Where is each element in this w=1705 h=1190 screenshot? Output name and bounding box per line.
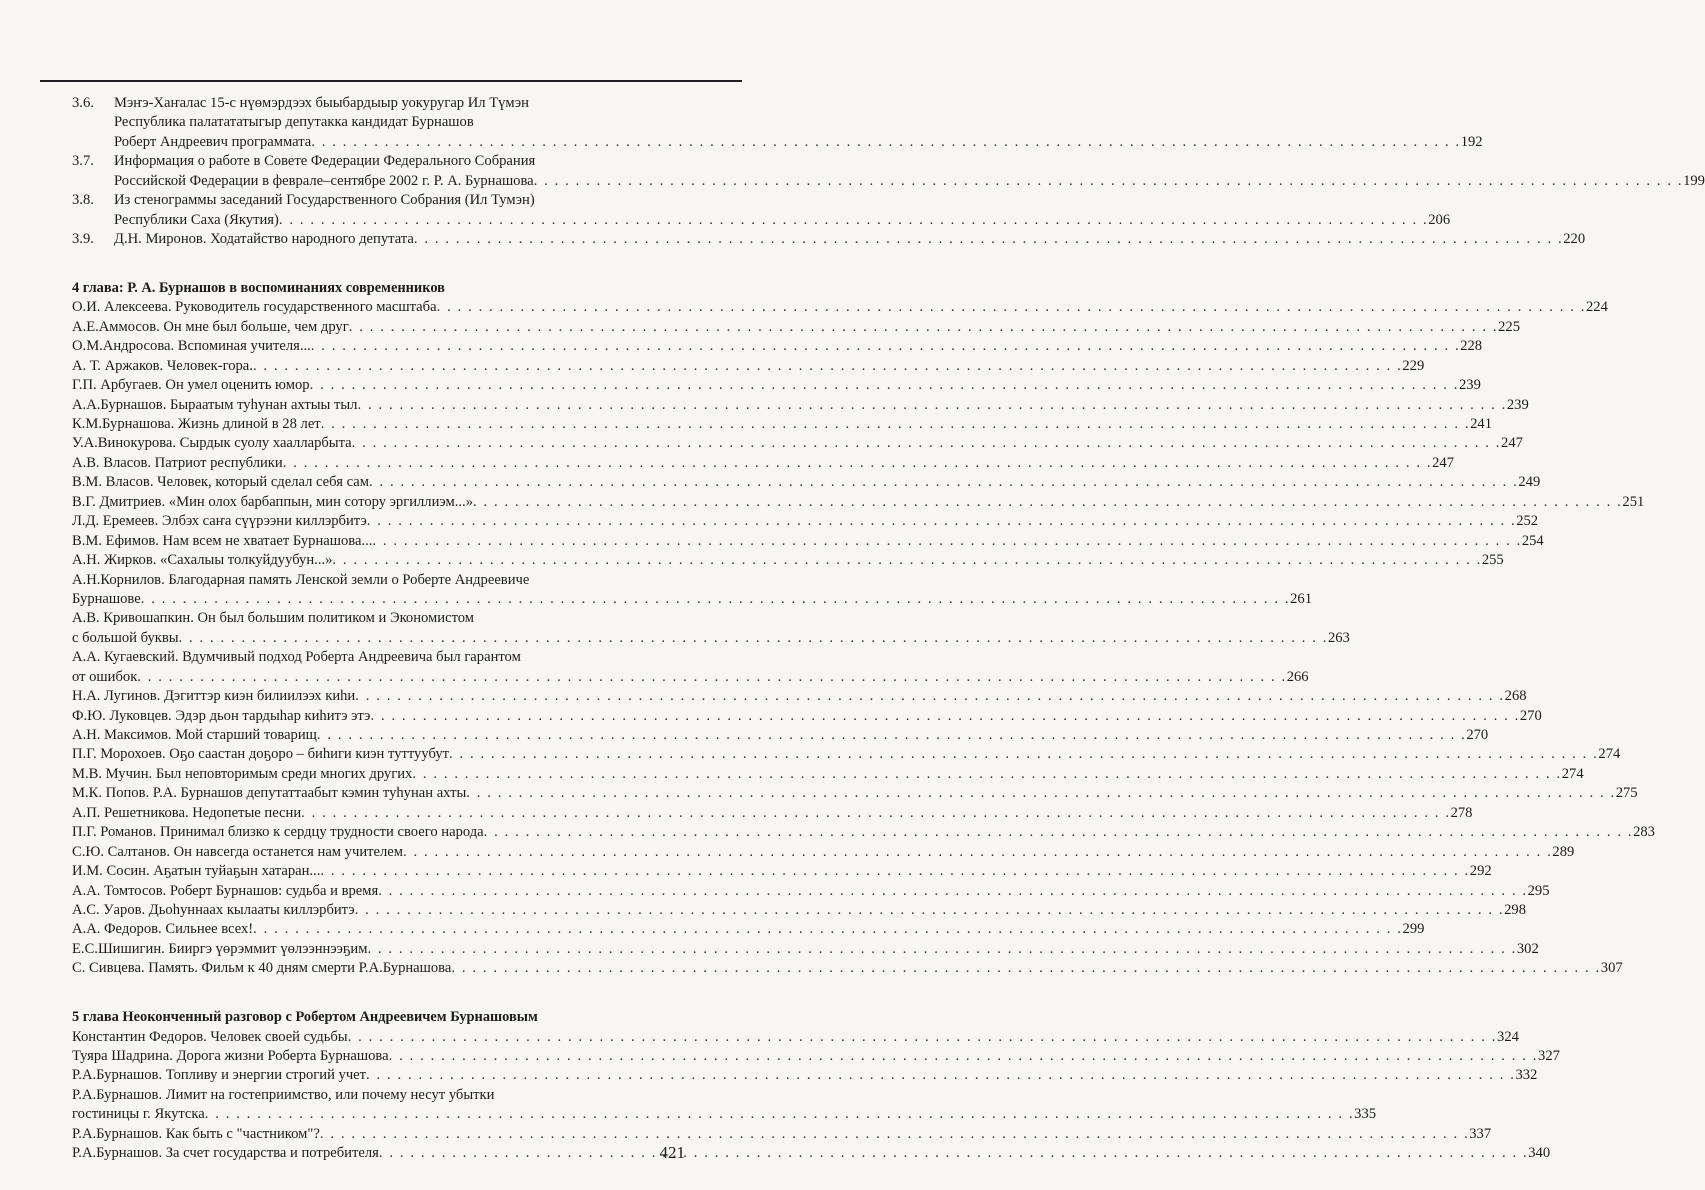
entry-title: Информация о работе в Совете Федерации Федерального Собрания (114, 153, 536, 170)
entry-title: А.Н. Жирков. «Сахалыы толкуйдуубун...» (72, 552, 333, 569)
entry-title: Республики Саха (Якутия) (114, 211, 279, 228)
dot-leader (466, 785, 1615, 802)
toc-entry-line (72, 416, 1492, 435)
toc-entry-line (72, 192, 674, 211)
toc-entry-line (72, 153, 674, 172)
toc-entry-line (72, 377, 1481, 396)
toc-entry-line (72, 1048, 1560, 1067)
dot-leader (311, 134, 1460, 151)
toc-entry (72, 1125, 1492, 1145)
entry-title: А.П. Решетникова. Недопетые песни (72, 804, 302, 821)
entry-page: 274 (1598, 746, 1621, 763)
toc-entry-line (72, 610, 674, 629)
entry-title: А.А.Бурнашов. Быраатым туһунан ахтыы тыл (72, 396, 358, 413)
spacer (72, 270, 674, 280)
toc-entry (72, 1145, 1551, 1164)
toc-entry (72, 357, 1425, 377)
dot-leader (311, 338, 1460, 355)
toc-entry (72, 688, 1527, 707)
entry-page: 307 (1600, 960, 1623, 977)
entry-page: 327 (1538, 1048, 1560, 1064)
dot-leader (367, 941, 1516, 958)
entry-title: от ошибок (72, 668, 138, 685)
toc-entry (72, 474, 1541, 493)
entry-title: А.В. Кривошапкин. Он был большим политиком и Экономистом (72, 610, 475, 627)
dot-leader (205, 1106, 1354, 1123)
entry-page: 340 (1528, 1145, 1551, 1162)
toc-entry (72, 960, 1623, 979)
toc-entry-line (72, 513, 1539, 532)
dot-leader (414, 231, 1563, 248)
toc-entry-line (72, 843, 1575, 863)
entry-title: Туяра Шадрина. Дорога жизни Роберта Бурнашова (72, 1048, 389, 1064)
dot-leader (451, 960, 1600, 977)
toc-entry-line (72, 172, 1705, 192)
toc-entry (72, 610, 1350, 649)
entry-page: 241 (1470, 416, 1492, 432)
toc-entry-line (72, 746, 1621, 765)
entry-title: Из стенограммы заседаний Государственного Собрания (Ил Тумэн) (114, 192, 535, 209)
toc-entry-line (72, 1028, 1519, 1048)
entry-title: гостиницы г. Якутска (72, 1106, 205, 1123)
entry-page: 335 (1354, 1106, 1377, 1123)
toc-entry (72, 153, 1705, 192)
dot-leader (348, 1029, 1497, 1046)
dot-leader (389, 1048, 1538, 1065)
toc-entry-line (72, 1067, 1538, 1086)
toc-entry (72, 765, 1584, 785)
entry-title: А.А. Кугаевский. Вдумчивый подход Роберта Андреевича был гарантом (72, 649, 521, 666)
entry-title: В.М. Ефимов. Нам всем не хватает Бурнашова... (72, 532, 373, 549)
dot-leader (473, 494, 1622, 511)
dot-leader (137, 669, 1286, 686)
toc-entry (72, 318, 1521, 338)
toc-entry (72, 1086, 1377, 1126)
toc-entry-line (72, 1125, 1492, 1145)
table-of-contents (72, 95, 1705, 1165)
toc-entry (72, 940, 1539, 960)
toc-entry-line (72, 901, 1526, 921)
dot-leader (253, 358, 1402, 375)
entry-title: А.Н.Корнилов. Благодарная память Ленской земли о Роберте Андреевиче (72, 571, 530, 588)
toc-entry (72, 649, 1309, 688)
entry-page: 252 (1516, 513, 1539, 530)
entry-title: Р.А.Бурнашов. Топливу и энергии строгий учет (72, 1067, 367, 1084)
toc-entry (72, 435, 1523, 454)
entry-page: 206 (1428, 211, 1451, 228)
toc-entry (72, 454, 1454, 474)
toc-entry (72, 863, 1492, 882)
toc-entry-line (72, 960, 1623, 979)
entry-page: 337 (1469, 1125, 1492, 1142)
dot-leader (349, 319, 1498, 336)
entry-title: К.М.Бурнашова. Жизнь длиной в 28 лет (72, 416, 321, 432)
entry-page: 295 (1527, 882, 1550, 899)
entry-title: С. Сивцева. Память. Фильм к 40 дням смерти Р.А.Бурнашова (72, 960, 452, 977)
spacer (72, 999, 674, 1009)
spacer (72, 251, 674, 270)
toc-entry-line (72, 785, 1638, 804)
dot-leader (310, 377, 1459, 394)
entry-title: Д.Н. Миронов. Ходатайство народного депутата (114, 231, 414, 248)
dot-leader (412, 766, 1561, 783)
toc-entry (72, 416, 1492, 435)
entry-title: В.М. Власов. Человек, который сделал себя сам (72, 474, 369, 491)
entry-title: П.Г. Морохоев. Оҕо саастан доҕоро – биһиги киэн туттуубут (72, 746, 449, 763)
entry-title: С.Ю. Салтанов. Он навсегда останется нам учителем (72, 843, 403, 860)
entry-page: 239 (1506, 396, 1529, 413)
toc-entry-line (72, 318, 1521, 338)
toc-entry-line (72, 649, 674, 668)
dot-leader (320, 863, 1469, 880)
toc-entry (72, 396, 1529, 416)
entry-title: М.В. Мучин. Был неповторимым среди многих других (72, 765, 413, 782)
toc-entry-line (72, 338, 1483, 357)
toc-entry (72, 377, 1481, 396)
toc-entry-line (72, 95, 674, 114)
toc-entry-line (72, 882, 1550, 902)
toc-entry (72, 843, 1575, 863)
entry-title: О.И. Алексеева. Руководитель государственного масштаба (72, 299, 437, 316)
dot-leader (317, 727, 1466, 744)
entry-title: Л.Д. Еремеев. Элбэх саҥа сүүрээни киллэрбитэ (72, 513, 367, 530)
dot-leader (301, 805, 1450, 822)
entry-title: Ф.Ю. Луковцев. Эдэр дьон тардыһар киһитэ этэ (72, 707, 371, 724)
dot-leader (484, 824, 1633, 841)
toc-entry-line (72, 688, 1527, 707)
toc-entry-line (72, 940, 1539, 960)
toc-entry (72, 746, 1621, 765)
dot-leader (366, 1067, 1515, 1084)
toc-entry-line (72, 133, 1483, 153)
toc-entry (72, 804, 1473, 824)
entry-page: 228 (1460, 338, 1483, 355)
dot-leader (279, 212, 1428, 229)
toc-entry (72, 338, 1483, 357)
toc-entry (72, 1048, 1560, 1067)
entry-number: 3.9. (72, 231, 94, 248)
entry-title: У.А.Винокурова. Сырдык суолу хаалларбыта (72, 435, 352, 452)
toc-entry (72, 192, 1451, 231)
toc-entry-line (72, 454, 1454, 474)
toc-entry (72, 513, 1539, 532)
entry-page: 247 (1501, 435, 1523, 452)
entry-title: Роберт Андреевич программата (114, 133, 312, 150)
toc-entry-line (72, 211, 1451, 231)
entry-title: В.Г. Дмитриев. «Мин олох барбаппын, мин сотору эргиллиэм...» (72, 493, 474, 510)
dot-leader (379, 1145, 1528, 1162)
dot-leader (179, 630, 1328, 647)
entry-page: 225 (1498, 318, 1521, 335)
entry-page: 332 (1515, 1067, 1538, 1084)
toc-entry-line (72, 532, 1544, 552)
header-rule (40, 80, 742, 82)
toc-entry (72, 901, 1526, 921)
toc-entry (72, 231, 1586, 250)
entry-page: 268 (1504, 688, 1527, 705)
toc-entry-line (72, 921, 1425, 940)
entry-page: 275 (1615, 785, 1638, 802)
toc-entry-line (72, 474, 1541, 493)
entry-title: А.С. Уаров. Дьоһуннаах кылааты киллэрбитэ (72, 901, 355, 918)
dot-leader (355, 688, 1504, 705)
toc-entry-line (72, 727, 1489, 746)
entry-page: 299 (1402, 921, 1425, 938)
entry-title: Н.А. Лугинов. Дэгиттэр киэн билиилээх киһи (72, 688, 356, 705)
entry-title: Р.А.Бурнашов. Как быть с "частником"? (72, 1125, 320, 1142)
entry-page: 192 (1460, 133, 1483, 150)
dot-leader (449, 746, 1598, 763)
dot-leader (367, 513, 1516, 530)
chapter-5-heading: 5 глава Неоконченный разговор с Робертом Андреевичем Бурнашовым (72, 1009, 538, 1026)
toc-entry-line (72, 552, 1504, 571)
toc-entry-line (72, 114, 674, 133)
toc-entry (72, 95, 1483, 153)
entry-title: Российской Федерации в феврале–сентябре 2002 г. Р. А. Бурнашова (114, 172, 534, 189)
toc-entry-line (72, 629, 1350, 649)
entry-page: 270 (1466, 727, 1489, 743)
dot-leader (372, 533, 1521, 550)
entry-page: 199 (1683, 172, 1705, 189)
entry-title: Константин Федоров. Человек своей судьбы (72, 1028, 348, 1045)
toc-entry-line (72, 590, 1313, 610)
dot-leader (355, 902, 1504, 919)
toc-entry (72, 707, 1542, 727)
entry-page: 229 (1402, 357, 1425, 374)
entry-page: 278 (1450, 804, 1473, 821)
toc-entry-line (72, 804, 1473, 824)
entry-title: Р.А.Бурнашов. Лимит на гостеприимство, или почему несут убытки (72, 1086, 495, 1103)
dot-leader (253, 921, 1402, 938)
entry-page: 251 (1622, 493, 1645, 510)
dot-leader (283, 455, 1432, 472)
entry-title: Республика палатататыгыр депутакка кандидат Бурнашов (114, 114, 474, 131)
dot-leader (370, 708, 1519, 725)
dot-leader (352, 435, 1501, 452)
toc-entry (72, 727, 1489, 746)
dot-leader (378, 883, 1527, 900)
entry-page: 270 (1519, 707, 1542, 724)
entry-title: Р.А.Бурнашов. За счет государства и потребителя (72, 1145, 379, 1162)
entry-title: А.Н. Максимов. Мой старший товарищ (72, 727, 317, 743)
toc-entry-line (72, 1106, 1377, 1125)
dot-leader (321, 416, 1470, 433)
entry-title: О.М.Андросова. Вспоминая учителя... (72, 338, 311, 355)
dot-leader (357, 397, 1506, 414)
entry-page: 247 (1432, 454, 1454, 471)
entry-title: М.К. Попов. Р.А. Бурнашов депутаттаабыт кэмин туһунан ахты (72, 785, 467, 802)
toc-entry (72, 571, 1313, 611)
toc-entry-line (72, 299, 1608, 318)
dot-leader (369, 474, 1518, 491)
entry-page: 292 (1469, 863, 1492, 880)
toc-entry-line (72, 863, 1492, 882)
entry-number: 3.7. (72, 153, 94, 170)
entry-title: с большой буквы (72, 629, 179, 646)
toc-entry-line (72, 765, 1584, 785)
toc-entry (72, 532, 1544, 552)
entry-number: 3.8. (72, 192, 94, 209)
toc-entry-line (72, 707, 1542, 727)
toc-entry (72, 1028, 1519, 1048)
toc-entry (72, 824, 1655, 843)
entry-title: А.Е.Аммосов. Он мне был больше, чем друг (72, 318, 349, 335)
toc-entry (72, 299, 1608, 318)
toc-entry (72, 1067, 1538, 1086)
dot-leader (403, 844, 1552, 861)
entry-title: А.А. Томтосов. Роберт Бурнашов: судьба и время (72, 882, 379, 899)
entry-page: 255 (1481, 552, 1504, 569)
toc-entry-line (72, 357, 1425, 377)
toc-entry-line (72, 824, 1655, 843)
entry-title: А.В. Власов. Патриот республики (72, 454, 283, 471)
spacer (72, 980, 674, 999)
entry-page: 283 (1633, 824, 1655, 841)
entry-title: Бурнашове (72, 590, 141, 607)
entry-page: 224 (1585, 299, 1608, 316)
entry-page: 263 (1327, 629, 1350, 646)
entry-page: 298 (1504, 901, 1526, 918)
chapter-4-heading: 4 глава: Р. А. Бурнашов в воспоминаниях современников (72, 279, 445, 296)
entry-page: 302 (1516, 940, 1539, 957)
entry-title: П.Г. Романов. Принимал близко к сердцу трудности своего народа (72, 824, 484, 841)
entry-page: 266 (1286, 668, 1309, 685)
entry-page: 261 (1290, 590, 1313, 607)
toc-entry-line (72, 396, 1529, 416)
entry-title: И.М. Сосин. Аҕатын туйаҕын хатаран... (72, 863, 321, 880)
entry-page: 220 (1563, 231, 1586, 248)
toc-entry (72, 921, 1425, 940)
toc-entry-line (72, 435, 1523, 454)
entry-page: 249 (1518, 474, 1541, 491)
dot-leader (534, 173, 1683, 190)
toc-entry (72, 785, 1638, 804)
toc-entry-line (72, 1087, 674, 1106)
toc-entry (72, 882, 1550, 902)
dot-leader (141, 591, 1290, 608)
entry-title: Е.С.Шишигин. Бииргэ үөрэммит үөлээннээҕим (72, 940, 368, 957)
toc-entry-line (72, 572, 674, 591)
toc-entry (72, 552, 1504, 571)
entry-title: Г.П. Арбугаев. Он умел оценить юмор (72, 377, 310, 394)
toc-entry (72, 493, 1645, 513)
entry-page: 289 (1552, 843, 1575, 860)
toc-entry-line (72, 231, 1586, 250)
entry-title: Мэҥэ-Хаҥалас 15-с нүөмэрдээх быыбардыыр уокуругар Ил Түмэн (114, 95, 529, 111)
dot-leader (320, 1126, 1469, 1143)
entry-page: 274 (1561, 765, 1584, 782)
dot-leader (332, 552, 1481, 569)
dot-leader (437, 299, 1586, 316)
entry-page: 239 (1458, 377, 1481, 394)
entry-page: 254 (1521, 532, 1544, 549)
toc-entry-line (72, 493, 1645, 513)
toc-entry-line (72, 668, 1309, 688)
toc-entry-line (72, 1145, 1551, 1164)
page-number: 421 (659, 1143, 685, 1162)
entry-title: А.А. Федоров. Сильнее всех! (72, 921, 254, 938)
entry-number: 3.6. (72, 95, 94, 111)
entry-page: 324 (1497, 1028, 1519, 1045)
entry-title: А. Т. Аржаков. Человек-гора. (72, 357, 253, 374)
